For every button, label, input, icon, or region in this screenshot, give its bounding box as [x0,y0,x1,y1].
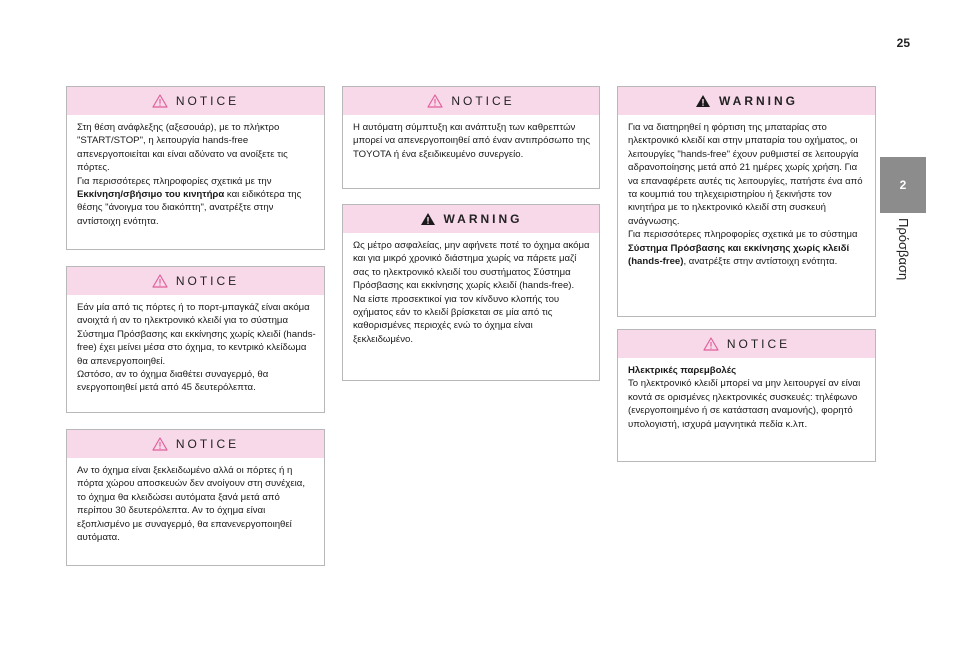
notice-body [343,115,599,169]
caution-icon [152,274,168,288]
notice-heading: NOTICE [175,274,240,288]
notice-header [67,430,324,458]
text-run: Για περισσότερες πληροφορίες σχετικά με την [77,175,272,187]
caution-icon [152,94,168,108]
text-run: και ειδικότερα της θέσης "άνοιγμα του διακόπτη", ανατρέξτε στην αντίστοιχη ενότητα. [77,189,302,227]
warning-paragraph: Για να διατηρηθεί η φόρτιση της μπαταρίας στο ηλεκτρονικό κλειδί και στην μπαταρία του οχήματος, οι λειτουργίες "hands-free" έχουν ρυθμιστεί σε λειτουργία αδρανοποίησης μετά από 21 ημέρες χωρίς χρήση. Για να επαναφέρετε αυτές τις λειτουργίες, πατήστε ένα από τα κουμπιά του τηλεχειριστηρίου ή ξεκινήστε τον κινητήρα με το ηλεκτρονικό κλειδί στη συσκευή ανάγνωσης. [628,122,863,227]
notice-paragraph: Στη θέση ανάφλεξης (αξεσουάρ), με το πλήκτρο "START/STOP", η λειτουργία hands-free απενεργοποιείται και είναι αδύνατο να ανοίξετε τις πόρτες. [77,122,288,174]
warning-icon [420,212,436,226]
notice-paragraph: Αν το όχημα είναι ξεκλειδωμένο αλλά οι πόρτες ή η πόρτα χώρου αποσκευών δεν ανοίγουν στη συνέχεια, το όχημα θα κλειδώσει αυτόματα ξανά μετά από περίπου 30 δευτερόλεπτα. Αν το όχημα είναι εξοπλισμένο με συναγερμό, θα επανενεργοποιηθεί αυτόματα. [77,465,306,544]
notice-box-2 [66,266,325,413]
bold-term: Ηλεκτρικές παρεμβολές [628,365,737,376]
notice-box-3 [66,429,325,566]
notice-header [67,267,324,295]
notice-body [67,458,324,552]
notice-paragraph: Ωστόσο, αν το όχημα διαθέτει συναγερμό, θα ενεργοποιηθεί μετά από 45 δευτερόλεπτα. [77,369,269,394]
caution-icon [152,437,168,451]
text-run: , ανατρέξτε στην αντίστοιχη ενότητα. [683,256,838,268]
warning-header [343,205,599,233]
notice-paragraph: Το ηλεκτρονικό κλειδί μπορεί να μην λειτουργεί αν είναι κοντά σε ορισμένες ηλεκτρονικές συσκευές: τηλέφωνο (ενεργοποιημένο ή σε κατάσταση αναμονής), φορητό υπολογιστή, ισχυρά μαγνητικά πεδία κ.λπ. [628,378,861,430]
notice-paragraph: Η αυτόματη σύμπτυξη και ανάπτυξη των καθρεπτών μπορεί να απενεργοποιηθεί από έναν αντιπρόσωπο της TOYOTA ή ένα εξειδικευμένο συνεργείο. [353,122,590,160]
notice-paragraph: Εάν μία από τις πόρτες ή το πορτ-μπαγκάζ είναι ακόμα ανοιχτά ή αν το ηλεκτρονικό κλειδί για το σύστημα Σύστημα Πρόσβασης και εκκίνησης χωρίς κλειδί (hands-free) έχει μείνει μέσα στο όχημα, το κεντρικό κλείδωμα θα απενεργοποιηθεί. [77,302,316,367]
notice-heading: NOTICE [175,437,240,451]
notice-body [67,295,324,403]
text-run: Για περισσότερες πληροφορίες σχετικά με το σύστημα [628,229,858,241]
bold-term: Εκκίνηση/σβήσιμο του κινητήρα [77,189,225,201]
notice-body [618,358,875,439]
chapter-label: Πρόσβαση [896,218,911,281]
chapter-tab[interactable]: 2 [880,157,926,213]
notice-box-1 [66,86,325,250]
notice-header [67,87,324,115]
warning-heading: WARNING [719,94,798,108]
notice-header [343,87,599,115]
warning-box-2 [617,86,876,317]
warning-header [618,87,875,115]
warning-box-1 [342,204,600,381]
notice-body [67,115,324,236]
warning-icon [695,94,711,108]
caution-icon [427,94,443,108]
warning-body [343,233,599,354]
notice-paragraph [77,175,316,229]
notice-header [618,330,875,358]
page-number: 25 [896,36,910,50]
notice-box-4 [342,86,600,189]
notice-heading: NOTICE [726,337,791,351]
warning-paragraph: Ως μέτρο ασφαλείας, μην αφήνετε ποτέ το όχημα ακόμα και για μικρό χρονικό διάστημα χωρίς να πάρετε μαζί σας το ηλεκτρονικό κλειδί του συστήματος Σύστημα Πρόσβασης και εκκίνησης χωρίς κλειδί (hands-free). [353,240,590,292]
warning-paragraph [628,228,867,268]
caution-icon [703,337,719,351]
notice-box-5 [617,329,876,462]
notice-heading: NOTICE [451,94,515,108]
notice-title [628,364,867,377]
warning-paragraph: Να είστε προσεκτικοί για τον κίνδυνο κλοπής του οχήματος εάν το κλειδί βρίσκεται σε μία από τις καθορισμένες περιοχές ενώ το όχημα είναι ξεκλειδωμένο. [353,293,560,345]
notice-heading: NOTICE [175,94,240,108]
warning-body [618,115,875,276]
warning-heading: WARNING [443,212,523,226]
bold-term: Σύστημα Πρόσβασης και εκκίνησης χωρίς κλειδί (hands-free) [628,242,850,268]
